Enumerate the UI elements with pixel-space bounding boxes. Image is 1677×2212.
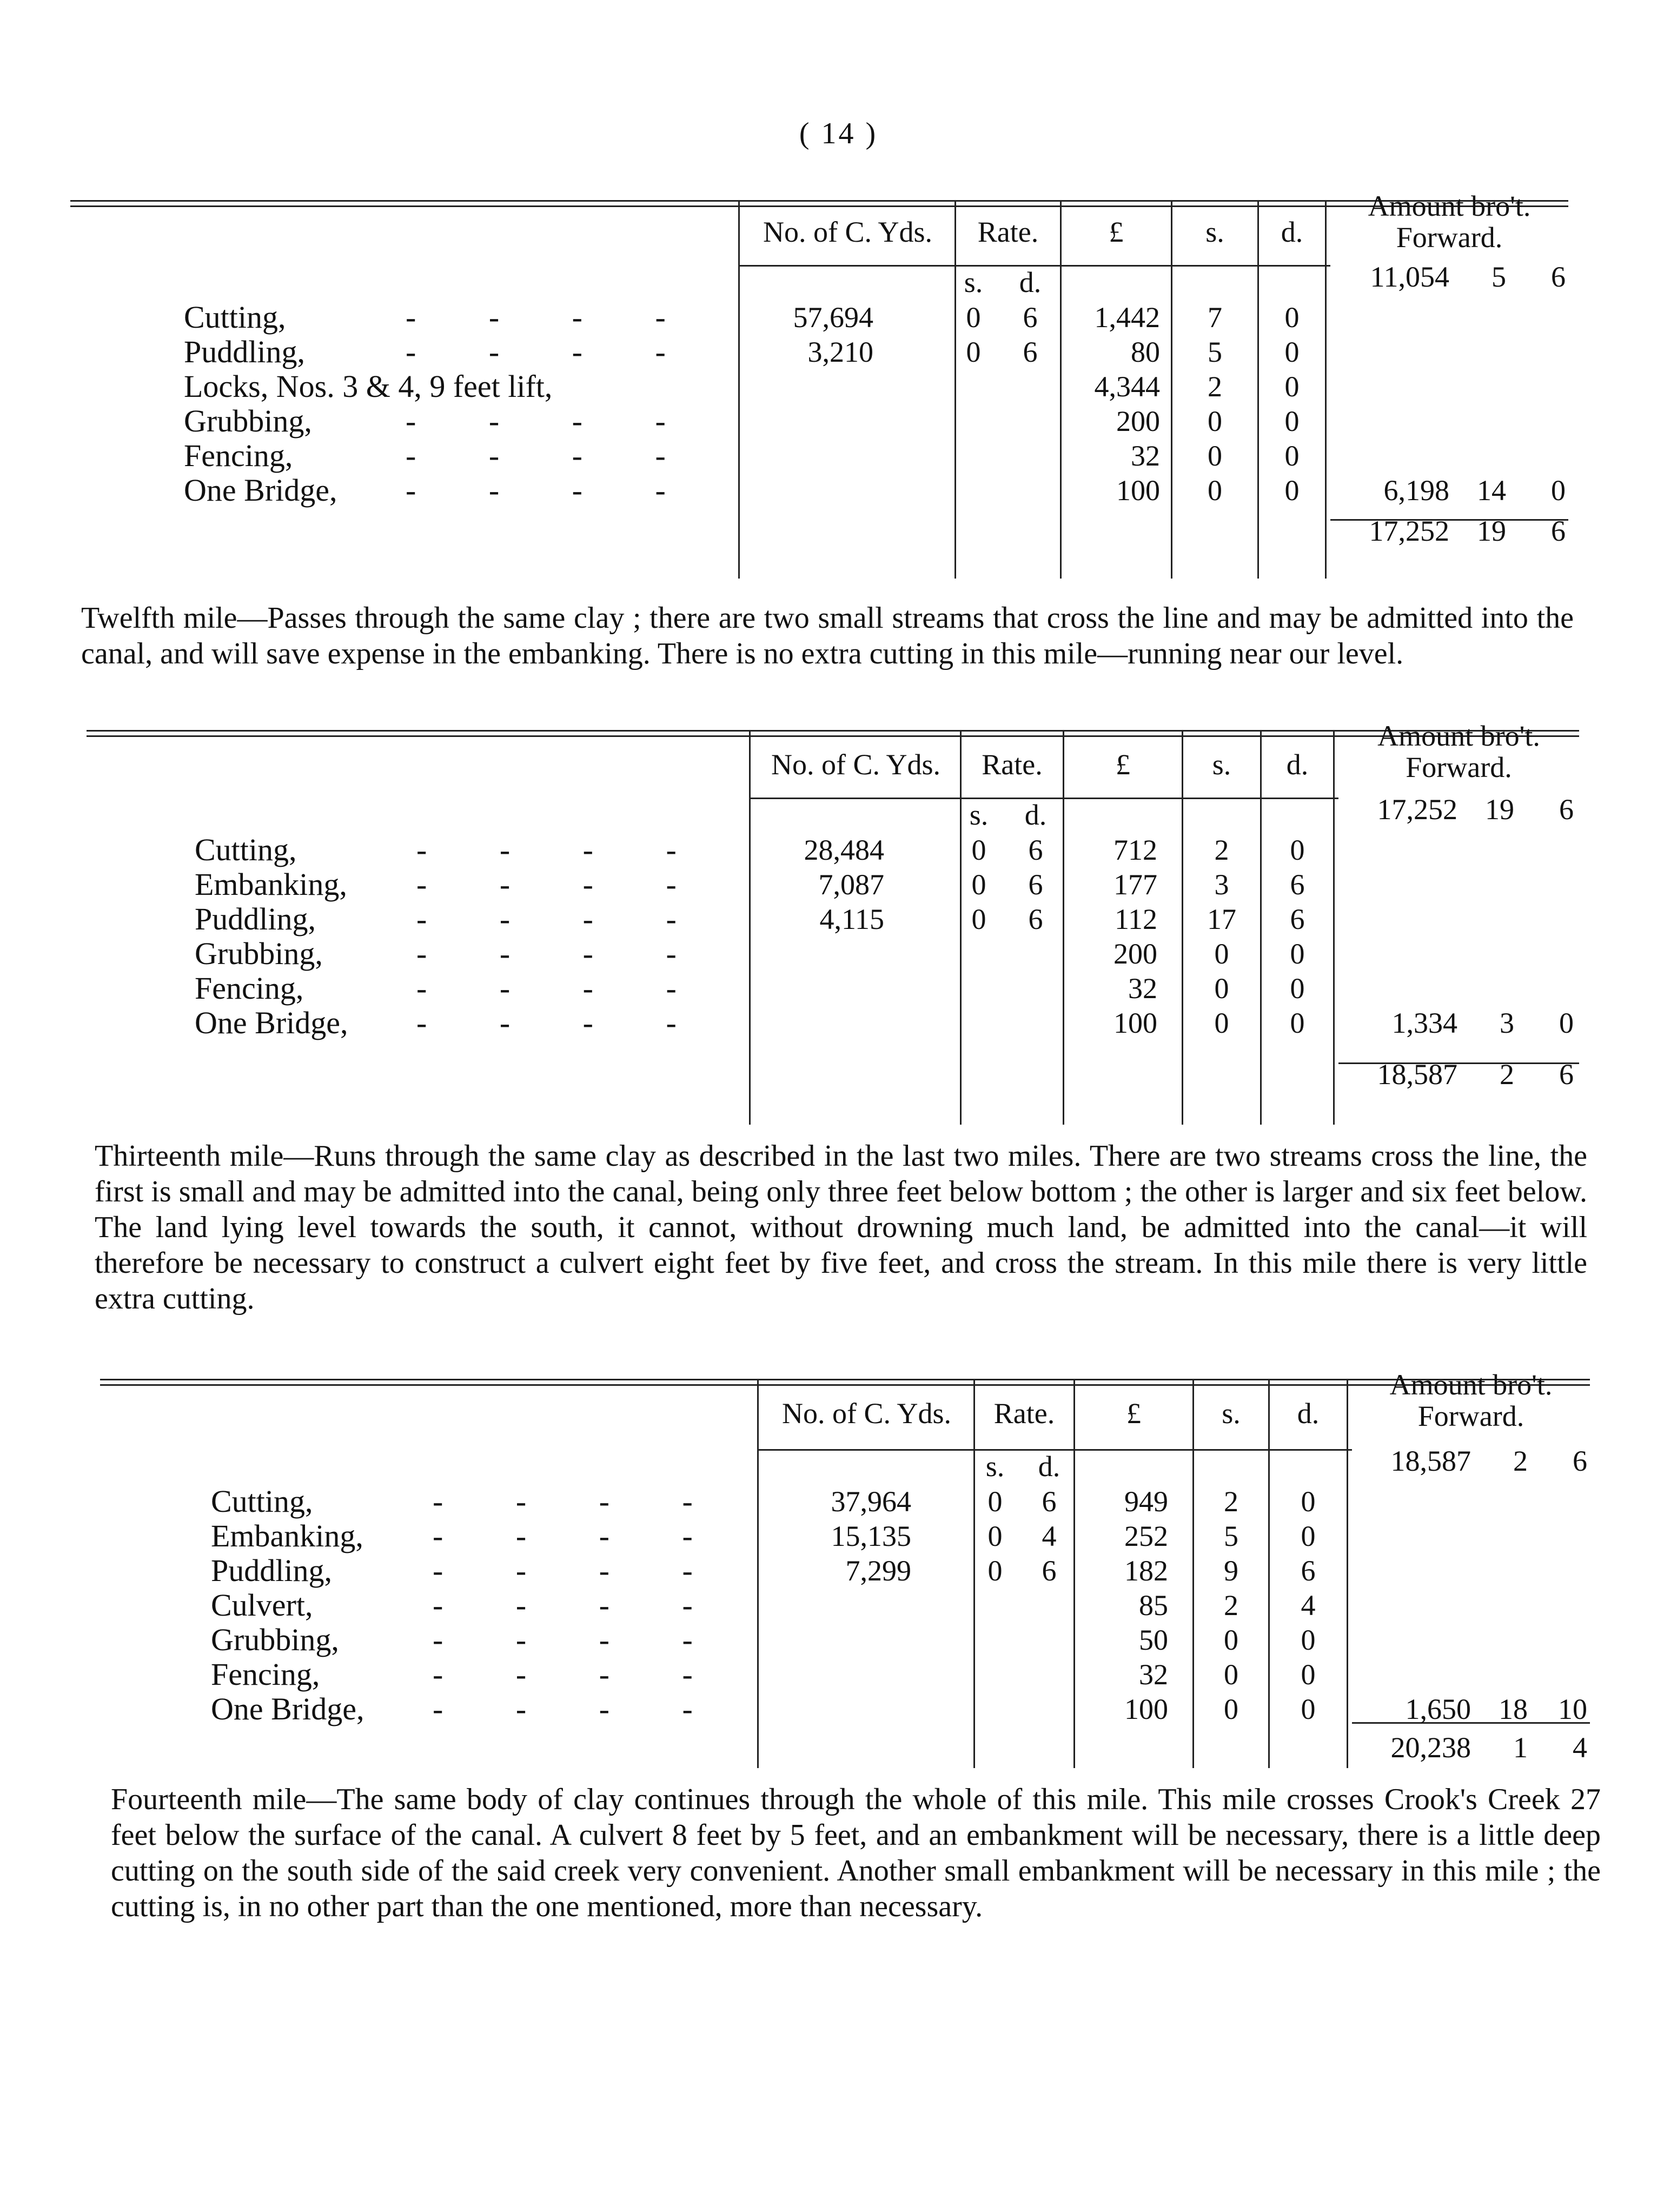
rate-s-label: s. xyxy=(985,1450,1005,1483)
row-pence: 0 xyxy=(1301,1693,1316,1725)
row-yds: 37,964 xyxy=(831,1485,911,1518)
row-pence: 0 xyxy=(1284,336,1300,368)
row-label: Fencing, xyxy=(195,971,304,1006)
row-yds: 4,115 xyxy=(819,903,884,935)
row-leader: - - - - xyxy=(433,1518,693,1553)
row-label: Grubbing, xyxy=(184,403,312,439)
row-rate-s: 0 xyxy=(971,903,986,935)
subtotal-shillings: 14 xyxy=(1477,474,1506,507)
row-pence: 0 xyxy=(1290,972,1305,1005)
rate-s-label: s. xyxy=(964,266,983,298)
row-label: Fencing, xyxy=(184,438,293,473)
row-shillings: 0 xyxy=(1208,474,1222,507)
row-label: Embanking, xyxy=(195,867,347,902)
row-pounds: 85 xyxy=(1139,1589,1168,1622)
row-shillings: 0 xyxy=(1224,1693,1238,1725)
row-leader: - - - - xyxy=(416,936,677,971)
row-label: One Bridge, xyxy=(195,1005,348,1040)
header-rate: Rate. xyxy=(982,748,1043,781)
row-pence: 0 xyxy=(1290,1007,1305,1039)
row-leader: - - - - xyxy=(433,1484,693,1519)
subtotal-shillings: 3 xyxy=(1500,1007,1514,1039)
header-rate: Rate. xyxy=(977,216,1039,248)
row-pounds: 100 xyxy=(1113,1007,1157,1039)
forward-shillings: 5 xyxy=(1492,261,1506,293)
row-label: Cutting, xyxy=(211,1484,313,1519)
row-shillings: 17 xyxy=(1207,903,1236,935)
paragraph-twelfth-mile: Twelfth mile—Passes through the same clay ; there are two small streams that cross the line and may be admitted into the canal, and will save expense in the embanking. There is no extra cutting in this mile—running near our level. xyxy=(81,601,1574,670)
table-row xyxy=(0,833,1677,867)
row-shillings: 2 xyxy=(1214,834,1229,866)
row-shillings: 0 xyxy=(1224,1624,1238,1656)
header-amount-line2: Forward. xyxy=(1417,1400,1524,1432)
total-pounds: 20,238 xyxy=(1390,1731,1471,1764)
row-pence: 0 xyxy=(1301,1658,1316,1691)
table-row xyxy=(0,1519,1677,1553)
forward-shillings: 19 xyxy=(1485,793,1514,826)
row-pounds: 4,344 xyxy=(1094,370,1160,403)
forward-pounds: 11,054 xyxy=(1370,261,1449,293)
subtotal-shillings: 18 xyxy=(1499,1693,1528,1725)
row-shillings: 0 xyxy=(1214,972,1229,1005)
rate-s-label: s. xyxy=(969,799,989,831)
table-row xyxy=(0,1623,1677,1657)
total-pence: 6 xyxy=(1559,1058,1574,1091)
rate-d-label: d. xyxy=(1019,266,1042,298)
row-pence: 0 xyxy=(1284,405,1300,437)
total-shillings: 2 xyxy=(1500,1058,1514,1091)
row-shillings: 7 xyxy=(1208,301,1222,334)
row-pence: 0 xyxy=(1301,1624,1316,1656)
row-pounds: 712 xyxy=(1113,834,1157,866)
header-amount-line2: Forward. xyxy=(1396,221,1503,254)
header-amount-forward xyxy=(1330,190,1568,253)
paragraph-thirteenth-mile: Thirteenth mile—Runs through the same clay as described in the last two miles. There are two streams cross the line, the first is small and may be admitted into the canal, being only three feet below bottom ; the other is larger and six feet below. The land lying level towards the south, it cannot, without drowning much land, be admitted into the canal—it will therefore be necessary to construct a culvert eight feet by five feet, and cross the stream. In this mile there is very little extra cutting. xyxy=(95,1139,1587,1316)
header-yds: No. of C. Yds. xyxy=(781,1397,951,1430)
row-pence: 6 xyxy=(1290,903,1305,935)
table-mile-13 xyxy=(0,1357,1677,1779)
header-pounds: £ xyxy=(1126,1397,1141,1430)
row-label: Puddling, xyxy=(184,334,305,369)
header-amount-line1: Amount bro't. xyxy=(1368,190,1531,222)
header-pence: d. xyxy=(1286,748,1309,781)
forward-pence: 6 xyxy=(1573,1445,1587,1477)
table-row xyxy=(0,439,1677,473)
row-rate-d: 6 xyxy=(1028,903,1043,935)
row-rate-d: 6 xyxy=(1028,868,1043,901)
forward-pounds: 18,587 xyxy=(1390,1445,1471,1477)
table-row xyxy=(0,971,1677,1006)
table-row xyxy=(0,335,1677,369)
table-total-row xyxy=(0,1730,1677,1765)
table-row xyxy=(0,1553,1677,1588)
row-label: Puddling, xyxy=(195,901,316,936)
row-pounds: 1,442 xyxy=(1094,301,1160,334)
row-leader: - - - - xyxy=(433,1587,693,1623)
header-pence: d. xyxy=(1281,216,1303,248)
row-rate-s: 0 xyxy=(987,1485,1003,1518)
row-label: One Bridge, xyxy=(184,473,337,508)
total-pounds: 17,252 xyxy=(1369,515,1449,547)
page-number: ( 14 ) xyxy=(799,117,878,150)
table-row xyxy=(0,404,1677,439)
header-amount-forward xyxy=(1338,720,1579,783)
row-yds: 15,135 xyxy=(831,1520,911,1552)
row-leader: - - - - xyxy=(406,473,666,508)
row-pence: 6 xyxy=(1290,868,1305,901)
row-pence: 0 xyxy=(1301,1485,1316,1518)
row-leader: - - - - xyxy=(416,867,677,902)
row-pounds: 112 xyxy=(1115,903,1157,935)
row-yds: 7,299 xyxy=(845,1555,911,1587)
row-label: Fencing, xyxy=(211,1657,320,1692)
row-shillings: 0 xyxy=(1214,1007,1229,1039)
table-row xyxy=(0,369,1677,404)
row-rate-s: 0 xyxy=(987,1520,1003,1552)
header-yds: No. of C. Yds. xyxy=(771,748,940,781)
row-label: Cutting, xyxy=(184,300,286,335)
row-yds: 57,694 xyxy=(793,301,873,334)
table-mile-12 xyxy=(0,708,1677,1130)
subtotal-pence: 10 xyxy=(1558,1693,1587,1725)
row-pounds: 32 xyxy=(1139,1658,1168,1691)
row-shillings: 5 xyxy=(1224,1520,1238,1552)
subtotal-pence: 0 xyxy=(1551,474,1566,507)
row-yds: 7,087 xyxy=(818,868,884,901)
table-row xyxy=(0,1692,1677,1726)
rate-d-label: d. xyxy=(1038,1450,1060,1483)
row-leader: - - - - xyxy=(416,832,677,867)
row-pounds: 100 xyxy=(1124,1693,1168,1725)
row-rate-d: 6 xyxy=(1023,301,1038,334)
table-row xyxy=(0,867,1677,902)
row-pounds: 32 xyxy=(1131,440,1160,472)
row-label: Cutting, xyxy=(195,832,297,867)
header-rate: Rate. xyxy=(993,1397,1055,1430)
table-row xyxy=(0,473,1677,508)
row-rate-d: 6 xyxy=(1042,1555,1057,1587)
row-shillings: 2 xyxy=(1224,1589,1238,1622)
row-leader: - - - - xyxy=(406,300,666,335)
subtotal-pounds: 6,198 xyxy=(1383,474,1449,507)
header-pence: d. xyxy=(1297,1397,1320,1430)
row-pounds: 949 xyxy=(1124,1485,1168,1518)
row-label: Culvert, xyxy=(211,1587,313,1623)
row-pence: 0 xyxy=(1284,301,1300,334)
forward-pence: 6 xyxy=(1559,793,1574,826)
row-label: Grubbing, xyxy=(211,1622,339,1657)
header-amount-line1: Amount bro't. xyxy=(1377,720,1540,752)
paragraph-fourteenth-mile: Fourteenth mile—The same body of clay continues through the whole of this mile. This mile crosses Crook's Creek 27 feet below the surface of the canal. A culvert 8 feet by 5 feet, and an embankment will be necessary, there is a little deep cutting on the south side of the said creek very convenient. Another small embankment will be necessary in this mile ; the cutting is, in no other part than the one mentioned, more than necessary. xyxy=(111,1783,1601,1923)
row-shillings: 0 xyxy=(1208,440,1222,472)
row-shillings: 9 xyxy=(1224,1555,1238,1587)
table-row xyxy=(0,936,1677,971)
row-pounds: 80 xyxy=(1131,336,1160,368)
row-shillings: 2 xyxy=(1224,1485,1238,1518)
row-yds: 28,484 xyxy=(804,834,884,866)
total-pence: 6 xyxy=(1551,515,1566,547)
row-rate-d: 6 xyxy=(1023,336,1038,368)
row-leader: - - - - xyxy=(416,1005,677,1040)
row-label: One Bridge, xyxy=(211,1691,364,1726)
total-pence: 4 xyxy=(1573,1731,1587,1764)
row-leader: - - - - xyxy=(433,1553,693,1588)
header-pounds: £ xyxy=(1109,216,1124,248)
row-shillings: 5 xyxy=(1208,336,1222,368)
header-shillings: s. xyxy=(1222,1397,1241,1430)
total-shillings: 1 xyxy=(1513,1731,1528,1764)
row-shillings: 0 xyxy=(1208,405,1222,437)
row-pence: 4 xyxy=(1301,1589,1316,1622)
row-pence: 6 xyxy=(1301,1555,1316,1587)
row-pounds: 252 xyxy=(1124,1520,1168,1552)
row-rate-s: 0 xyxy=(966,336,981,368)
row-shillings: 3 xyxy=(1214,868,1229,901)
row-pence: 0 xyxy=(1301,1520,1316,1552)
table-row xyxy=(0,1006,1677,1040)
row-pence: 0 xyxy=(1290,834,1305,866)
header-yds: No. of C. Yds. xyxy=(763,216,932,248)
row-leader: - - - - xyxy=(416,971,677,1006)
row-leader: - - - - xyxy=(406,438,666,473)
header-shillings: s. xyxy=(1205,216,1224,248)
row-rate-s: 0 xyxy=(966,301,981,334)
row-leader: - - - - xyxy=(406,403,666,439)
table-row xyxy=(0,1484,1677,1519)
row-rate-s: 0 xyxy=(971,834,986,866)
table-row xyxy=(0,1657,1677,1692)
row-pounds: 182 xyxy=(1124,1555,1168,1587)
total-pounds: 18,587 xyxy=(1377,1058,1457,1091)
rate-d-label: d. xyxy=(1024,799,1047,831)
table-row xyxy=(0,300,1677,335)
row-leader: - - - - xyxy=(433,1691,693,1726)
table-row xyxy=(0,902,1677,936)
row-label: Grubbing, xyxy=(195,936,323,971)
total-shillings: 19 xyxy=(1477,515,1506,547)
table-row xyxy=(0,1588,1677,1623)
row-yds: 3,210 xyxy=(807,336,873,368)
forward-shillings: 2 xyxy=(1513,1445,1528,1477)
row-pounds: 50 xyxy=(1139,1624,1168,1656)
header-amount-forward xyxy=(1352,1369,1590,1432)
row-pence: 0 xyxy=(1284,474,1300,507)
row-shillings: 2 xyxy=(1208,370,1222,403)
row-pounds: 200 xyxy=(1113,938,1157,970)
row-leader: - - - - xyxy=(416,901,677,936)
header-amount-line2: Forward. xyxy=(1406,751,1512,783)
table-total-row xyxy=(0,514,1677,548)
row-pounds: 100 xyxy=(1116,474,1160,507)
row-shillings: 0 xyxy=(1214,938,1229,970)
row-label: Puddling, xyxy=(211,1553,332,1588)
row-pounds: 200 xyxy=(1116,405,1160,437)
subtotal-pounds: 1,650 xyxy=(1405,1693,1471,1725)
forward-pounds: 17,252 xyxy=(1377,793,1457,826)
header-amount-line1: Amount bro't. xyxy=(1389,1369,1553,1401)
header-pounds: £ xyxy=(1116,748,1130,781)
row-pence: 0 xyxy=(1284,440,1300,472)
header-shillings: s. xyxy=(1212,748,1231,781)
table-mile-11 xyxy=(0,173,1677,584)
row-pounds: 32 xyxy=(1128,972,1157,1005)
row-rate-s: 0 xyxy=(971,868,986,901)
subtotal-pence: 0 xyxy=(1559,1007,1574,1039)
row-leader: - - - - xyxy=(406,334,666,369)
row-rate-d: 4 xyxy=(1042,1520,1057,1552)
row-pounds: 177 xyxy=(1113,868,1157,901)
table-total-row xyxy=(0,1057,1677,1092)
row-rate-s: 0 xyxy=(987,1555,1003,1587)
forward-pence: 6 xyxy=(1551,261,1566,293)
row-pence: 0 xyxy=(1290,938,1305,970)
row-leader: - - - - xyxy=(433,1657,693,1692)
row-leader: - - - - xyxy=(433,1622,693,1657)
row-shillings: 0 xyxy=(1224,1658,1238,1691)
subtotal-pounds: 1,334 xyxy=(1391,1007,1457,1039)
row-pence: 0 xyxy=(1284,370,1300,403)
row-rate-d: 6 xyxy=(1042,1485,1057,1518)
row-label: Embanking, xyxy=(211,1518,363,1553)
row-label: Locks, Nos. 3 & 4, 9 feet lift, xyxy=(184,369,553,404)
row-rate-d: 6 xyxy=(1028,834,1043,866)
